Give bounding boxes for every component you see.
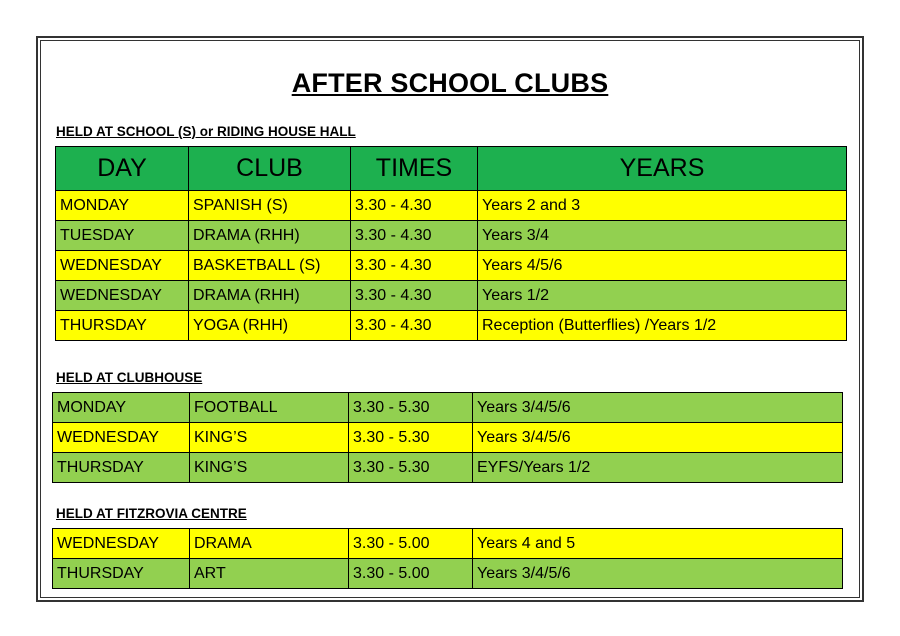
cell-club: DRAMA [190,529,349,559]
cell-years: Years 1/2 [478,281,847,311]
cell-years: Years 3/4 [478,221,847,251]
section-label-clubhouse: HELD AT CLUBHOUSE [56,370,203,385]
cell-times: 3.30 - 4.30 [351,251,478,281]
cell-club: SPANISH (S) [189,191,351,221]
page-title: AFTER SCHOOL CLUBS [291,68,609,98]
cell-club: BASKETBALL (S) [189,251,351,281]
table-row [56,191,847,221]
table-row [56,251,847,281]
cell-club: ART [190,559,349,589]
cell-day: WEDNESDAY [56,251,189,281]
cell-club: KING’S [190,423,349,453]
header-day: DAY [56,147,189,191]
cell-day: MONDAY [56,191,189,221]
header-years: YEARS [478,147,847,191]
school-clubs-table [55,146,847,341]
cell-day: WEDNESDAY [53,529,190,559]
header-club: CLUB [189,147,351,191]
cell-club: KING’S [190,453,349,483]
cell-day: THURSDAY [53,559,190,589]
cell-day: THURSDAY [53,453,190,483]
table-row [53,393,843,423]
cell-times: 3.30 - 4.30 [351,221,478,251]
cell-day: WEDNESDAY [56,281,189,311]
cell-day: MONDAY [53,393,190,423]
cell-years: Years 3/4/5/6 [473,393,843,423]
section-label-fitzrovia: HELD AT FITZROVIA CENTRE [56,506,247,521]
section-label-school: HELD AT SCHOOL (S) or RIDING HOUSE HALL [56,124,356,139]
cell-years: Years 2 and 3 [478,191,847,221]
cell-club: DRAMA (RHH) [189,281,351,311]
table-row [53,453,843,483]
cell-club: YOGA (RHH) [189,311,351,341]
cell-times: 3.30 - 5.00 [349,559,473,589]
header-times: TIMES [351,147,478,191]
table-header-row [56,147,847,191]
cell-times: 3.30 - 4.30 [351,281,478,311]
table-row [56,311,847,341]
clubhouse-clubs-table [52,392,843,483]
cell-day: WEDNESDAY [53,423,190,453]
cell-day: TUESDAY [56,221,189,251]
table-row [53,559,843,589]
cell-years: Years 4 and 5 [473,529,843,559]
cell-day: THURSDAY [56,311,189,341]
cell-years: Reception (Butterflies) /Years 1/2 [478,311,847,341]
cell-club: FOOTBALL [190,393,349,423]
cell-years: Years 3/4/5/6 [473,423,843,453]
table-row [56,221,847,251]
cell-times: 3.30 - 4.30 [351,191,478,221]
cell-years: Years 4/5/6 [478,251,847,281]
cell-times: 3.30 - 4.30 [351,311,478,341]
fitzrovia-clubs-table [52,528,843,589]
table-row [53,423,843,453]
cell-times: 3.30 - 5.30 [349,453,473,483]
cell-times: 3.30 - 5.00 [349,529,473,559]
cell-years: EYFS/Years 1/2 [473,453,843,483]
cell-times: 3.30 - 5.30 [349,393,473,423]
cell-club: DRAMA (RHH) [189,221,351,251]
table-row [56,281,847,311]
table-row [53,529,843,559]
cell-times: 3.30 - 5.30 [349,423,473,453]
cell-years: Years 3/4/5/6 [473,559,843,589]
